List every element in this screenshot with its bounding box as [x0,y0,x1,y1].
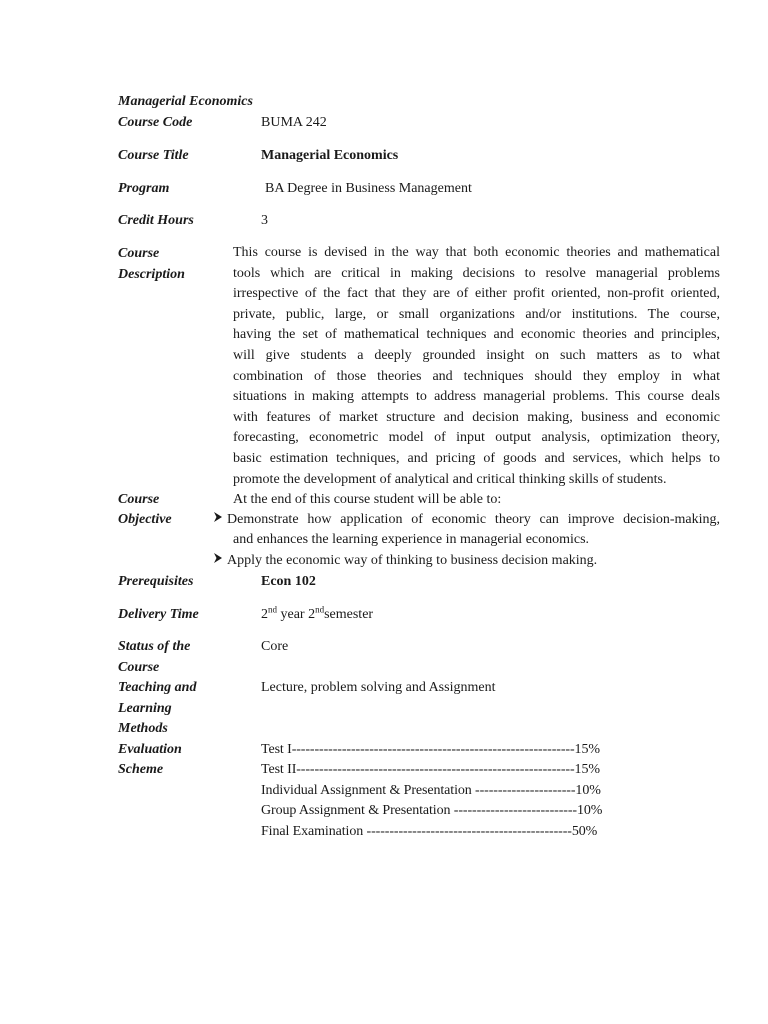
course-code-label: Course Code [118,115,193,130]
year-number: 2 [261,607,268,622]
status-label: Status of the [118,639,191,654]
description-line: private, public, large, or small organizations and/or institutions. The course, [233,306,720,322]
evaluation-label: Evaluation [118,742,182,757]
year-ordinal: nd [268,604,277,615]
course-title-value: Managerial Economics [261,148,399,163]
program-value: BA Degree in Business Management [265,181,472,196]
credit-hours-label: Credit Hours [118,213,194,228]
course-description-label-2: Description [118,267,185,282]
course-description-label: Course [118,246,160,261]
semester-number: 2 [308,607,316,622]
description-line: situations in making attempts to address managerial problems. This course deals [233,389,720,405]
description-line: promote the development of analytical and critical thinking skills of students. [233,471,667,487]
objective-intro: At the end of this course student will be able to: [233,492,502,507]
arrow-bullet-icon [213,551,223,571]
teaching-label-3: Methods [118,721,168,736]
description-line: having the set of mathematical techniques and economic theories and principles, [233,327,720,343]
delivery-time-value [261,605,373,625]
document-title: Managerial Economics [118,94,253,109]
teaching-label-2: Learning [118,701,172,716]
description-line: tools which are critical in making decisions to resolve managerial problems [233,265,720,281]
arrow-bullet-icon [213,510,223,530]
evaluation-label-2: Scheme [118,762,164,777]
semester-word: semester [324,607,374,622]
description-line: irrespective of the fact that they are of either profit oriented, non-profit oriented, [233,286,720,302]
evaluation-item: Individual Assignment & Presentation ----------------------10% [261,783,601,798]
description-line: with features of market structure and decision making, business and economic [233,409,720,425]
objective-item: Demonstrate how application of economic theory can improve decision-making, [227,512,720,527]
evaluation-item: Test II-------------------------------------------------------------15% [261,762,600,777]
description-line: basic estimation techniques, and pricing of goods and services, which helps to [233,451,720,466]
delivery-time-label: Delivery Time [118,607,199,622]
prerequisites-value: Econ 102 [261,574,316,589]
semester-ordinal: nd [315,604,325,615]
objective-item-continued: and enhances the learning experience in managerial economics. [233,532,590,547]
objective-item: Apply the economic way of thinking to business decision making. [227,553,598,568]
evaluation-item: Final Examination ---------------------------------------------50% [261,824,598,839]
course-objective-label: Course [118,492,160,507]
course-title-label: Course Title [118,148,189,163]
description-line: combination of those theories and techniques should they employ in what [233,368,720,384]
credit-hours-value: 3 [261,213,268,228]
description-line: This course is devised in the way that both economic theories and mathematical [233,245,720,260]
teaching-value: Lecture, problem solving and Assignment [261,680,496,695]
prerequisites-label: Prerequisites [118,574,194,589]
course-code-value: BUMA 242 [261,115,327,130]
status-value: Core [261,639,289,654]
status-label-2: Course [118,660,160,675]
year-word: year [277,607,309,622]
course-objective-label-2: Objective [118,512,172,527]
teaching-label: Teaching and [118,680,197,695]
description-line: forecasting, econometric model of input output analysis, optimization theory, [233,430,720,446]
evaluation-item: Group Assignment & Presentation ---------------------------10% [261,803,603,818]
program-label: Program [118,181,170,196]
description-line: will give students a deeply grounded insight on such matters as to what [233,348,720,363]
evaluation-item: Test I--------------------------------------------------------------15% [261,742,600,757]
